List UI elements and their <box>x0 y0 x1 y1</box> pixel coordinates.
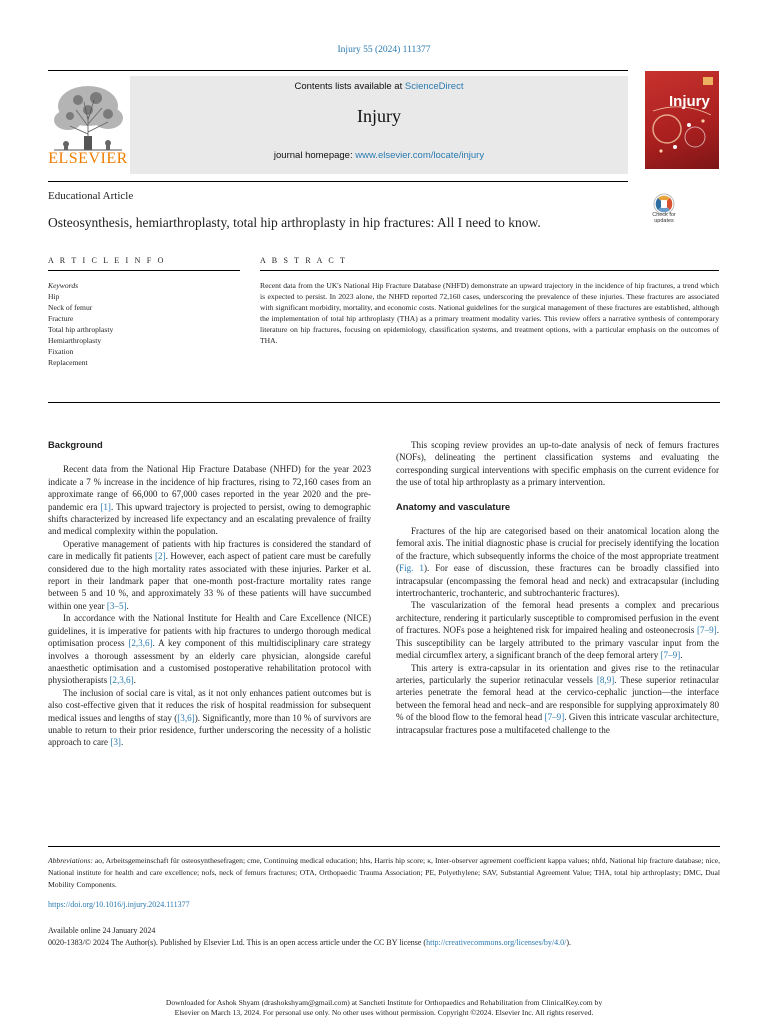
header-bottom-rule <box>48 181 628 182</box>
citation-link[interactable]: [2,3,6] <box>128 638 153 649</box>
keyword: Neck of femur <box>48 303 93 312</box>
paragraph-text: This artery is extra-capsular in its orientation and gives rise to the retinacular arteries, particularly the superior retinacular vessels <box>396 662 719 685</box>
available-online: Available online 24 January 2024 <box>48 926 156 935</box>
paragraph <box>48 538 371 612</box>
citation-link[interactable]: [2,3,6] <box>109 675 134 686</box>
abbreviations-label: Abbreviations: <box>48 856 93 865</box>
paragraph-text: ). For ease of discussion, these fractures can be broadly classified into intracapsular (encompassing the femoral head and neck) and extracapsular (including intertrochanteric, trochanteric, and subtrochanteric fractures). <box>396 563 719 599</box>
citation-link[interactable]: [3–5] <box>106 600 127 611</box>
paragraph-text: The vascularization of the femoral head presents a complex and precarious architecture, rendering it particularly susceptible to compromised perfusion in the event of fractures. NOFs pose a heightened risk for impaired healing and osteonecrosis <box>396 600 719 636</box>
citation-link[interactable]: [8,9] <box>596 674 615 685</box>
cover-art-icon <box>645 71 719 169</box>
download-notice-line-2: Elsevier on March 13, 2024. For personal use only. No other uses without permission. Copyright ©2024. Elsevier Inc. All rights reserved. <box>174 1008 594 1017</box>
paragraph: This scoping review provides an up-to-date analysis of neck of femurs fractures (NOFs), delineating the pertinent classification systems and evaluating the corresponding surgical interventions with specific emphasis on the current evidence for the use of total hip arthroplasty as a primary intervention. <box>396 440 719 488</box>
citation-link[interactable]: [7–9] <box>697 625 717 636</box>
keyword: Hemiarthroplasty <box>48 336 102 345</box>
paragraph-text: . This upward trajectory is projected to persist, owing to demographic shifts characterized by increased life expectancy and an escalating prevalence of frailty and medical complexity within the population. <box>48 501 372 537</box>
license-prefix: 0020-1383/© 2024 The Author(s). Published by Elsevier Ltd. This is an open access article under the CC BY license ( <box>48 938 427 947</box>
paragraph-text: Operative management of patients with hip fractures is considered the standard of care in medically fit patients <box>48 538 371 562</box>
citation-link[interactable]: [1] <box>100 501 111 512</box>
paragraph-text: . <box>680 650 683 661</box>
check-for-updates-label <box>645 212 683 224</box>
paragraph <box>396 599 719 661</box>
cover-journal-title: Injury <box>669 93 710 110</box>
doi-link[interactable]: https://doi.org/10.1016/j.injury.2024.111377 <box>48 900 190 909</box>
badge-line-1: Check for <box>652 212 676 218</box>
abstract-rule <box>260 270 719 271</box>
publication-info <box>48 925 571 949</box>
citation-link[interactable]: [7–9] <box>660 650 681 661</box>
journal-homepage-link[interactable]: www.elsevier.com/locate/injury <box>355 150 485 161</box>
paragraph-text: . A key component of this multidisciplinary care strategy involves a thorough assessment by an elderly care physician, alongside careful anaesthetic optimisation and a customised postoperative rehabilitation protocol with physiotherapists <box>48 638 371 686</box>
paragraph <box>396 662 719 736</box>
right-column <box>396 439 719 736</box>
paragraph-text: The inclusion of social care is vital, as it not only enhances patient outcomes but is also cost-effective given that it reduces the risk of hospital readmission for subsequent medical issues and lengths of stay ( <box>48 687 371 723</box>
abstract-bottom-rule <box>48 402 720 403</box>
citation-link[interactable]: Fig. 1 <box>399 563 424 574</box>
download-notice <box>0 998 768 1018</box>
citation-link[interactable]: [2] <box>154 551 166 562</box>
paragraph-text: . This susceptibility can be largely attributed to the primary vascular input from the medial circumflex artery, a significant branch of the deep femoral artery <box>396 625 719 661</box>
homepage-prefix: journal homepage: <box>273 150 356 161</box>
article-info-rule <box>48 270 240 271</box>
abbreviations-text: ao, Arbeitsgemeinschaft für osteosynthesefragen; cme, Continuing medical education; hhs, Harris hip score; κ, Inter-observer agreement coefficient kappa values; nhfd, National hip fracture database; nice, National institute for health and care excellence; nofs, neck of femurs fractures; OTA, Orthopaedic Trauma Association; PE, Polyethylene; SAV, Substantial Agreement Value; THA, total hip arthroplasty; DMC, Dual Mobility Components. <box>48 856 720 889</box>
citation-link[interactable]: [7–9] <box>544 712 565 723</box>
article-info-heading: A R T I C L E I N F O <box>48 256 166 265</box>
paragraph-text: . <box>126 600 129 611</box>
paragraph-text: . <box>133 675 136 686</box>
keyword: Hip <box>48 292 60 301</box>
journal-citation[interactable]: Injury 55 (2024) 111377 <box>337 45 431 55</box>
badge-line-2: updates <box>654 218 674 224</box>
paragraph <box>396 525 719 599</box>
contents-prefix: Contents lists available at <box>294 81 405 92</box>
abstract-text: Recent data from the UK's National Hip Fracture Database (NHFD) demonstrate an upward trajectory in the incidence of hip fractures, a trend which is expected to persist. In 2023 alone, the NHFD reported 72,160 cases, underscoring the prevalence of these injuries. These fractures are associated with significant morbidity, mortality, and economic costs. National guidelines for the surgical management of these fractures are established, although the implementation of total hip arthroplasty (THA) as a primary treatment modality varies. This review offers a narrative synthesis of contemporary literature on hip fractures, focusing on epidemiology, classification systems, and treatment options, with a particular emphasis on the outcomes of THA. <box>260 281 719 345</box>
article-title: Osteosynthesis, hemiarthroplasty, total hip arthroplasty in hip fractures: All I need to know. <box>48 215 541 230</box>
journal-cover-thumbnail[interactable] <box>645 71 719 169</box>
paragraph-text: Fractures of the hip are categorised based on their anatomical location along the femoral axis. The initial diagnostic phase is crucial for precisely identifying the location of the fracture, which subsequently informs the choice of the most appropriate treatment ( <box>396 526 719 574</box>
abbreviations-footnote <box>48 855 720 891</box>
paragraph-text: . <box>120 737 124 748</box>
abstract-heading: A B S T R A C T <box>260 256 348 265</box>
paragraph <box>48 687 371 749</box>
left-column <box>48 439 371 749</box>
journal-homepage-line <box>130 150 628 161</box>
citation-link[interactable]: [3] <box>110 737 121 748</box>
paragraph-text: . Given this intricate vascular architecture, intracapsular fractures pose a multifaceted challenge to the <box>396 712 719 735</box>
header-top-rule <box>48 70 628 71</box>
paragraph <box>48 463 371 537</box>
paragraph <box>48 612 371 686</box>
section-heading-anatomy: Anatomy and vasculature <box>396 500 511 512</box>
paragraph-text: ). Significantly, more than 10 % of survivors are unable to return to their prior residence, further underscoring the necessity of a holistic approach to care <box>48 712 371 748</box>
section-heading-background: Background <box>48 439 103 450</box>
license-suffix: ). <box>566 938 572 947</box>
keywords-heading: Keywords <box>48 281 79 290</box>
keyword: Total hip arthroplasty <box>48 325 114 334</box>
paragraph-text: . However, each aspect of patient care must be carefully considered due to the high mortality rates associated with these injuries. Parker et al. report in their landmark paper that one-month post-fracture mortality rates range between 5 and 10 %, and approximately 33 % of these patients will have succumbed within one year <box>48 551 371 611</box>
article-section-type: Educational Article <box>48 190 134 202</box>
contents-line <box>130 81 628 92</box>
footnote-rule <box>48 846 720 847</box>
elsevier-wordmark: ELSEVIER <box>48 150 128 167</box>
download-notice-line-1: Downloaded for Ashok Shyam (drashokshyam@gmail.com) at Sancheti Institute for Orthopaedics and Rehabilitation from ClinicalKey.com by <box>165 998 603 1007</box>
paragraph-text: Recent data from the National Hip Fracture Database (NHFD) for the year 2023 indicate a 7 % increase in the incidence of hip fractures, rising to 72,160 cases from an approximate range of 66,000 to 67,000 cases reported in the year 2020 and the pre-pandemic era <box>48 464 371 512</box>
license-link[interactable]: http://creativecommons.org/licenses/by/4.0/ <box>426 938 567 947</box>
keyword: Replacement <box>48 358 88 367</box>
citation-link[interactable]: [3,6] <box>177 712 195 723</box>
sciencedirect-link[interactable]: ScienceDirect <box>404 81 464 92</box>
keyword: Fixation <box>48 347 74 356</box>
keyword: Fracture <box>48 314 74 323</box>
journal-name: Injury <box>357 106 401 126</box>
keywords-block <box>48 280 113 368</box>
license-line <box>48 937 571 949</box>
paragraph-text: In accordance with the National Institute for Health and Care Excellence (NICE) guidelines, it is imperative for patients with hip fractures to undergo thorough medical optimisation process <box>48 613 371 649</box>
paragraph-text: . These superior retinacular arteries penetrate the femoral head at the cervico-cephalic junction—the interface between the femoral head and neck–and are responsible for supplying approximately 80 % of the blood flow to the femoral head <box>396 674 719 723</box>
journal-banner <box>130 76 628 174</box>
